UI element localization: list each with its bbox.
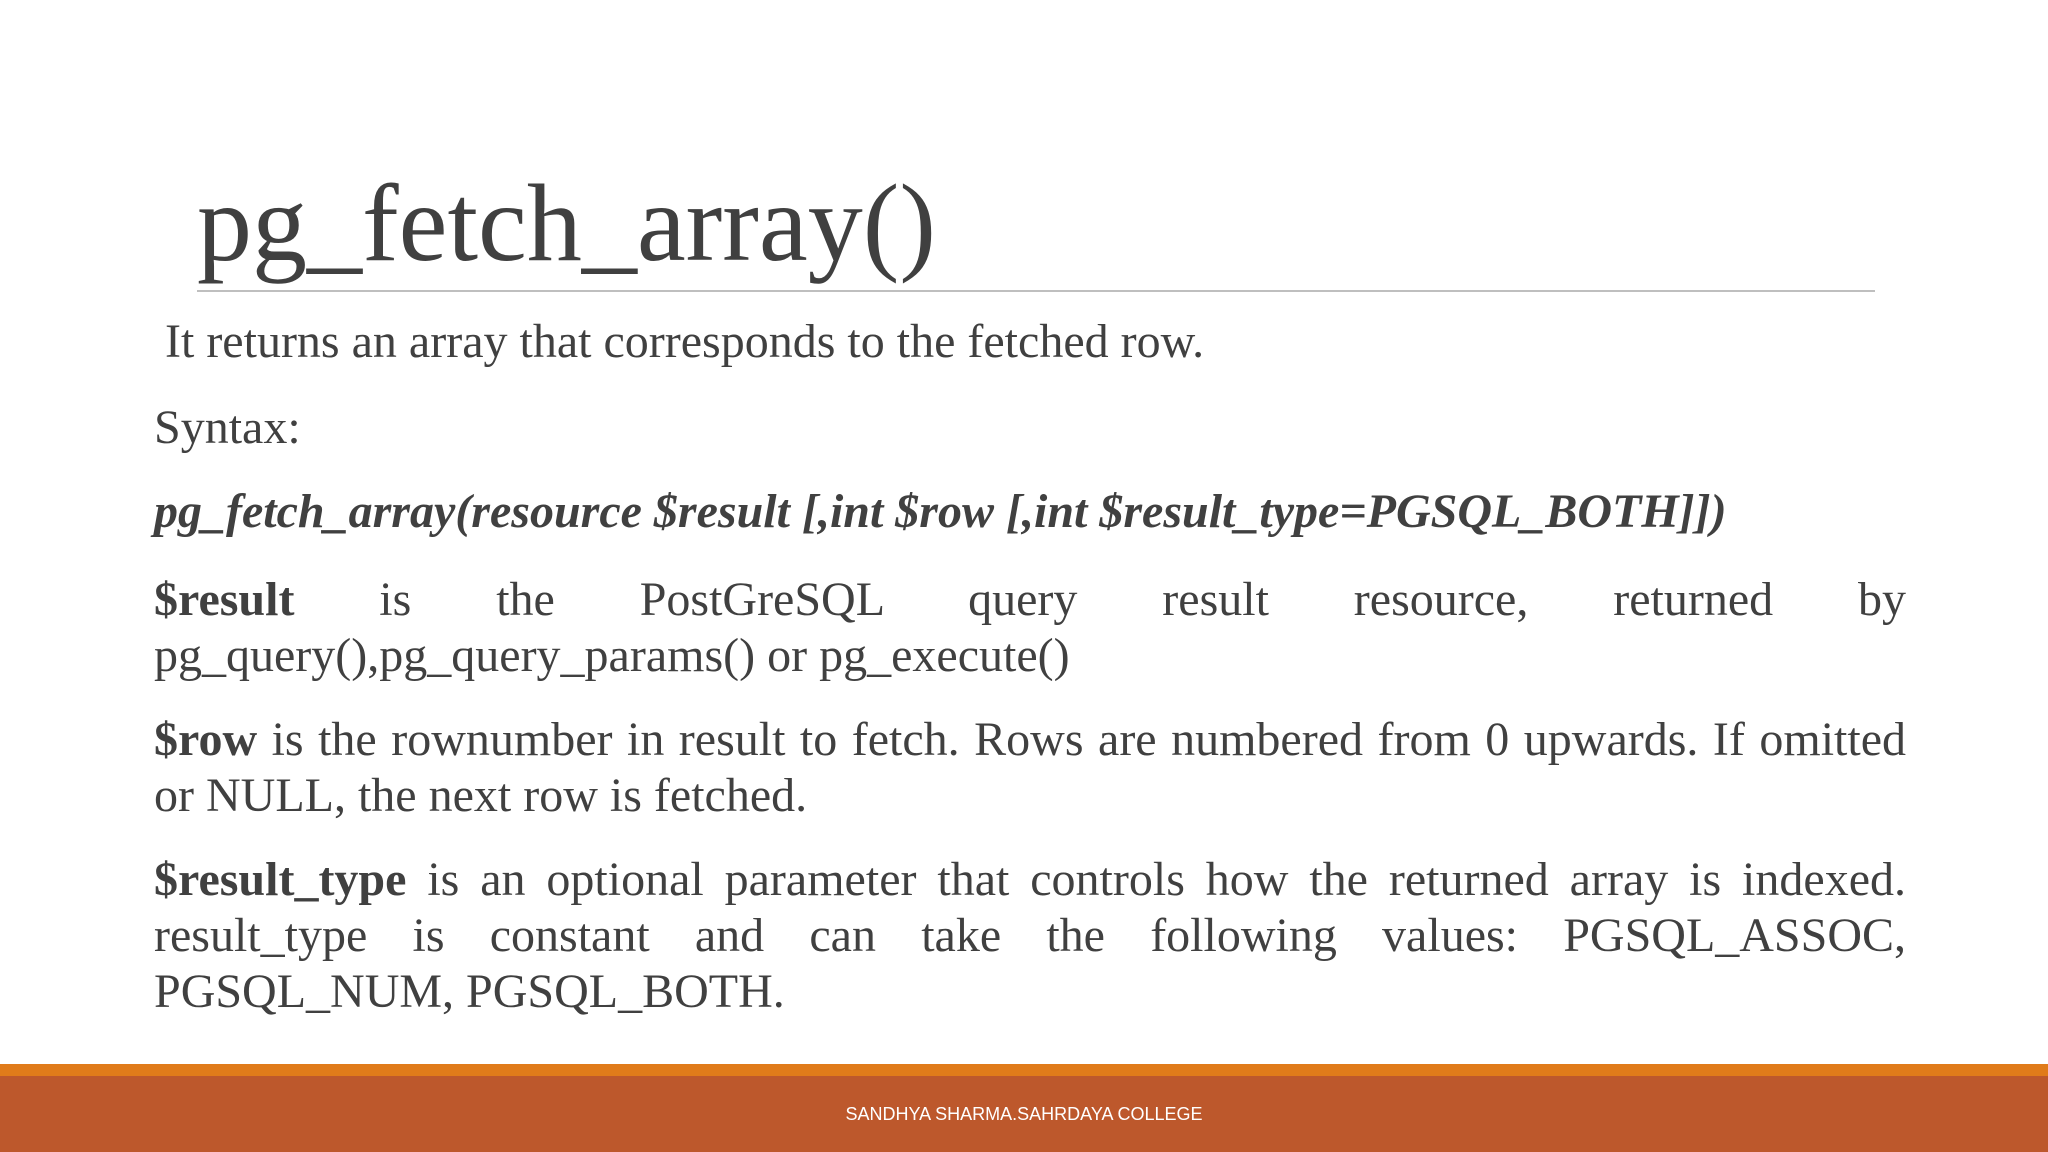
footer-accent-stripe bbox=[0, 1064, 2048, 1076]
param-result-type-description: is an optional parameter that controls how the returned array is indexed. result_type is constant and can take the following values: PGSQL_ASSOC, PGSQL_NUM, PGSQL_BOTH. bbox=[154, 853, 1906, 1018]
title-divider bbox=[197, 290, 1875, 292]
param-result-description: is the PostGreSQL query result resource, returned by pg_query(),pg_query_params() or pg_execute() bbox=[154, 573, 1906, 682]
param-result-term: $result bbox=[154, 573, 295, 626]
syntax-signature: pg_fetch_array(resource $result [,int $row [,int $result_type=PGSQL_BOTH]]) bbox=[154, 485, 1727, 538]
param-result-type-term: $result_type bbox=[154, 853, 407, 906]
footer-text: SANDHYA SHARMA.SAHRDAYA COLLEGE bbox=[845, 1104, 1203, 1124]
param-result-paragraph bbox=[154, 572, 1906, 684]
param-row-description: is the rownumber in result to fetch. Rows are numbered from 0 upwards. If omitted or NULL, the next row is fetched. bbox=[154, 713, 1906, 822]
param-result-type-paragraph bbox=[154, 852, 1906, 1020]
param-row-paragraph bbox=[154, 712, 1906, 824]
intro-text: It returns an array that corresponds to the fetched row. bbox=[165, 315, 1205, 368]
syntax-label: Syntax: bbox=[154, 401, 301, 454]
footer-bar bbox=[0, 1076, 2048, 1152]
param-row-term: $row bbox=[154, 713, 258, 766]
slide-title: pg_fetch_array() bbox=[197, 162, 937, 284]
